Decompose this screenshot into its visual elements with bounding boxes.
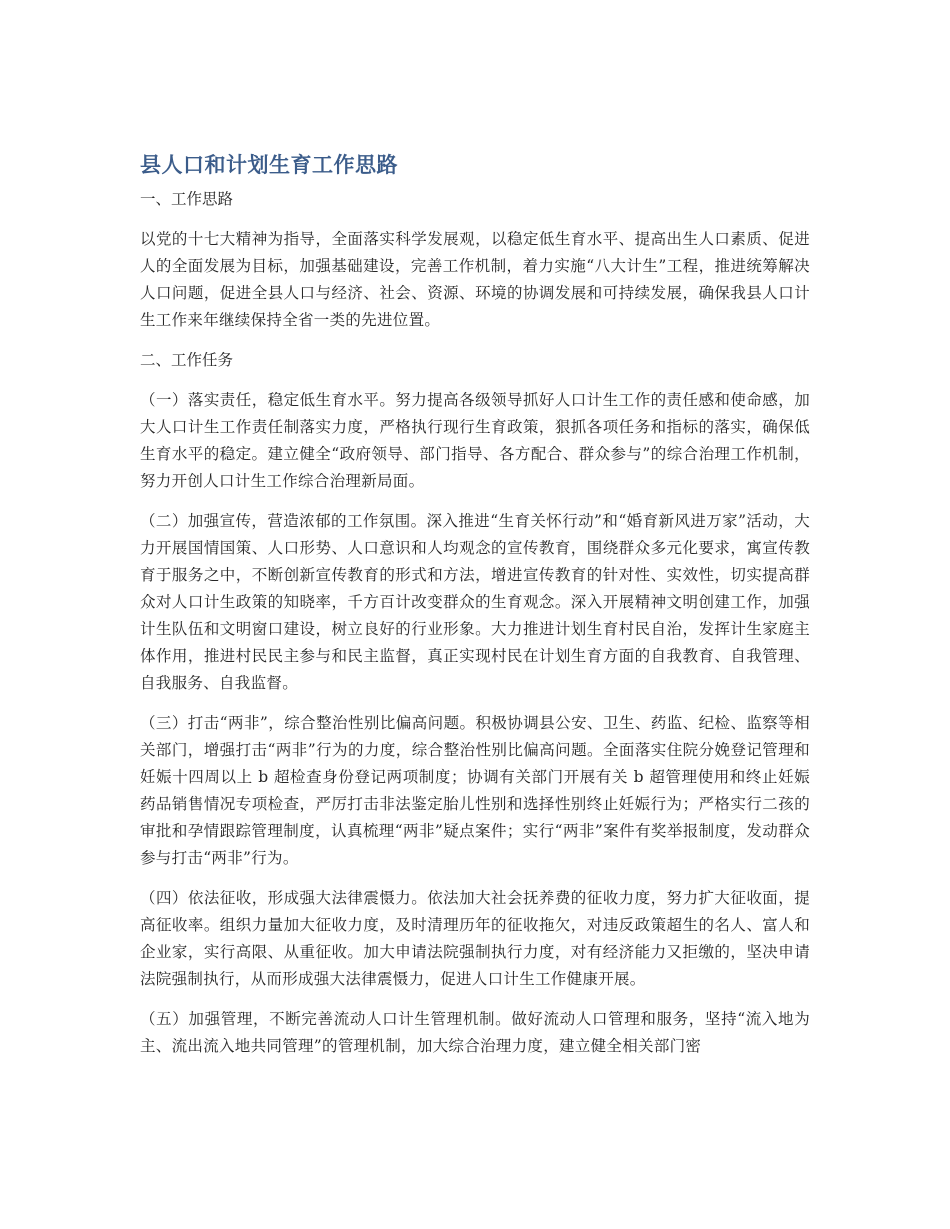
paragraph-task-4: （四）依法征收，形成强大法律震慑力。依法加大社会抚养费的征收力度，努力扩大征收面，提高征收率。组织力量加大征收力度，及时清理历年的征收拖欠，对违反政策超生的名人、富人和企业家，实行高限、从重征收。加大申请法院强制执行力度，对有经济能力又拒缴的，坚决申请法院强制执行，从而形成强大法律震慑力，促进人口计生工作健康开展。	[140, 889, 810, 988]
paragraph-task-2: （二）加强宣传，营造浓郁的工作氛围。深入推进“生育关怀行动”和“婚育新风进万家”活动，大力开展国情国策、人口形势、人口意识和人均观念的宣传教育，围绕群众多元化要求，寓宣传教育于服务之中，不断创新宣传教育的形式和方法，增进宣传教育的针对性、实效性，切实提高群众对人口计生政策的知晓率，千方百计改变群众的生育观念。深入开展精神文明创建工作，加强计生队伍和文明窗口建设，树立良好的行业形象。大力推进计划生育村民自治，发挥计生家庭主体作用，推进村民民主参与和民主监督，真正实现村民在计划生育方面的自我教育、自我管理、自我服务、自我监督。	[140, 512, 810, 692]
section-heading-work-approach: 一、工作思路	[140, 190, 234, 208]
document-page	[140, 150, 810, 1060]
document-title: 县人口和计划生育工作思路	[140, 153, 398, 177]
paragraph-task-3: （三）打击“两非”，综合整治性别比偏高问题。积极协调县公安、卫生、药监、纪检、监察等相关部门，增强打击“两非”行为的力度，综合整治性别比偏高问题。全面落实住院分娩登记管理和妊娠十四周以上 b 超检查身份登记两项制度；协调有关部门开展有关 b 超管理使用和终止妊娠药品销售情况专项检查，严厉打击非法鉴定胎儿性别和选择性别终止妊娠行为；严格实行二孩的审批和孕情跟踪管理制度，认真梳理“两非”疑点案件；实行“两非”案件有奖举报制度，发动群众参与打击“两非”行为。	[140, 714, 810, 867]
paragraph-work-approach: 以党的十七大精神为指导，全面落实科学发展观，以稳定低生育水平、提高出生人口素质、促进人的全面发展为目标，加强基础建设，完善工作机制，着力实施“八大计生”工程，推进统筹解决人口问题，促进全县人口与经济、社会、资源、环境的协调发展和可持续发展，确保我县人口计生工作来年继续保持全省一类的先进位置。	[140, 230, 810, 329]
section-heading-work-tasks: 二、工作任务	[140, 351, 234, 369]
paragraph-task-5: （五）加强管理，不断完善流动人口计生管理机制。做好流动人口管理和服务，坚持“流入地为主、流出流入地共同管理”的管理机制，加大综合治理力度，建立健全相关部门密	[140, 1010, 810, 1055]
paragraph-task-1: （一）落实责任，稳定低生育水平。努力提高各级领导抓好人口计生工作的责任感和使命感，加大人口计生工作责任制落实力度，严格执行现行生育政策，狠抓各项任务和指标的落实，确保低生育水平的稳定。建立健全“政府领导、部门指导、各方配合、群众参与”的综合治理工作机制，努力开创人口计生工作综合治理新局面。	[140, 391, 810, 490]
